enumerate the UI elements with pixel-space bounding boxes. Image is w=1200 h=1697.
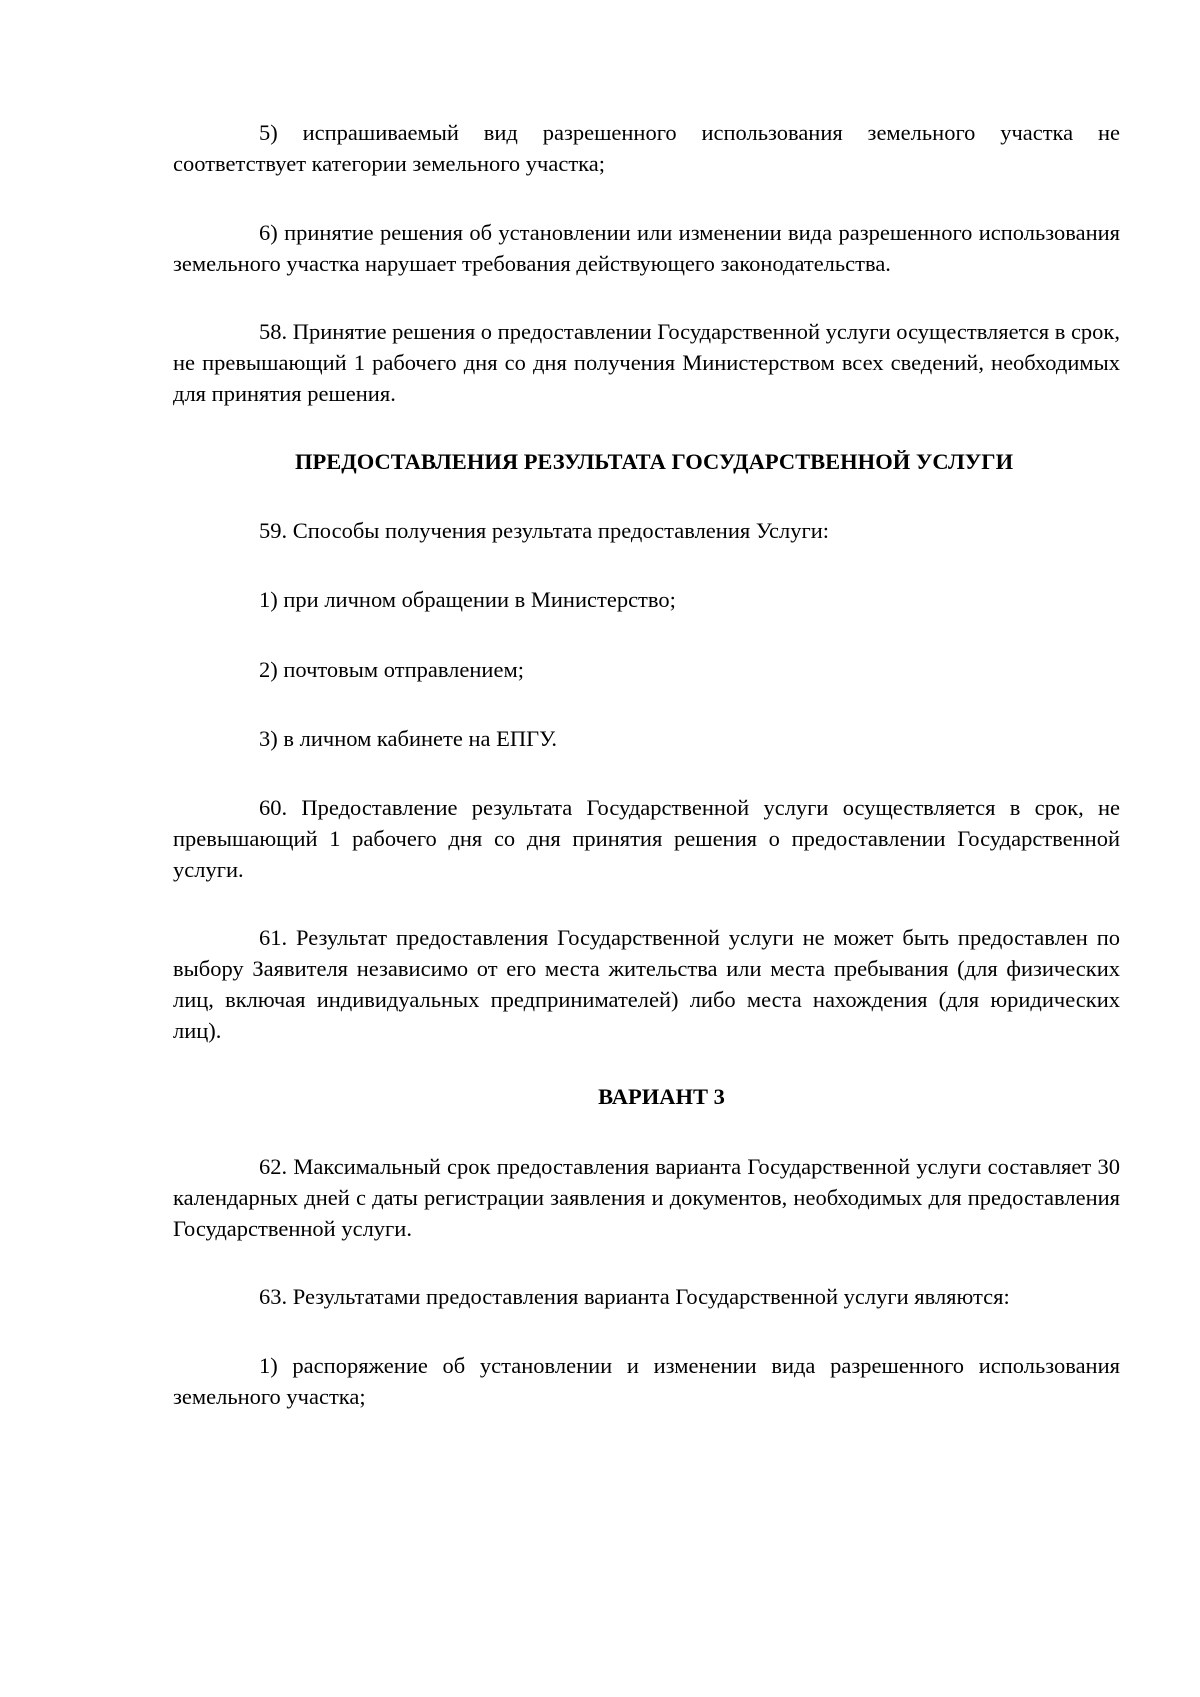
paragraph-59: 59. Способы получения результата предоставления Услуги: — [259, 518, 830, 543]
paragraph-59-item-1: 1) при личном обращении в Министерство; — [259, 587, 676, 612]
paragraph-63-item-1: 1) распоряжение об установлении и изменении вида разрешенного использования земельного участка; — [173, 1353, 1120, 1409]
paragraph-61: 61. Результат предоставления Государственной услуги не может быть предоставлен по выбору Заявителя независимо от его места жительства или места пребывания (для физических лиц, включая индивидуальных предпринимателей) либо места нахождения (для юридических лиц). — [173, 925, 1120, 1043]
section-heading-result: ПРЕДОСТАВЛЕНИЯ РЕЗУЛЬТАТА ГОСУДАРСТВЕННОЙ УСЛУГИ — [295, 449, 1014, 474]
paragraph-59-item-3: 3) в личном кабинете на ЕПГУ. — [259, 726, 558, 751]
paragraph-item-5: 5) испрашиваемый вид разрешенного использования земельного участка не соответствует категории земельного участка; — [173, 120, 1120, 176]
paragraph-59-item-2: 2) почтовым отправлением; — [259, 657, 524, 682]
paragraph-62: 62. Максимальный срок предоставления варианта Государственной услуги составляет 30 календарных дней с даты регистрации заявления и документов, необходимых для предоставления Государственной услуги. — [173, 1154, 1120, 1241]
paragraph-60: 60. Предоставление результата Государственной услуги осуществляется в срок, не превышающий 1 рабочего дня со дня принятия решения о предоставлении Государственной услуги. — [173, 795, 1120, 882]
paragraph-63: 63. Результатами предоставления варианта Государственной услуги являются: — [259, 1284, 1010, 1309]
section-heading-variant-3: ВАРИАНТ 3 — [598, 1084, 725, 1109]
paragraph-item-6: 6) принятие решения об установлении или изменении вида разрешенного использования земельного участка нарушает требования действующего законодательства. — [173, 220, 1120, 276]
paragraph-58: 58. Принятие решения о предоставлении Государственной услуги осуществляется в срок, не превышающий 1 рабочего дня со дня получения Министерством всех сведений, необходимых для принятия решения. — [173, 319, 1120, 406]
